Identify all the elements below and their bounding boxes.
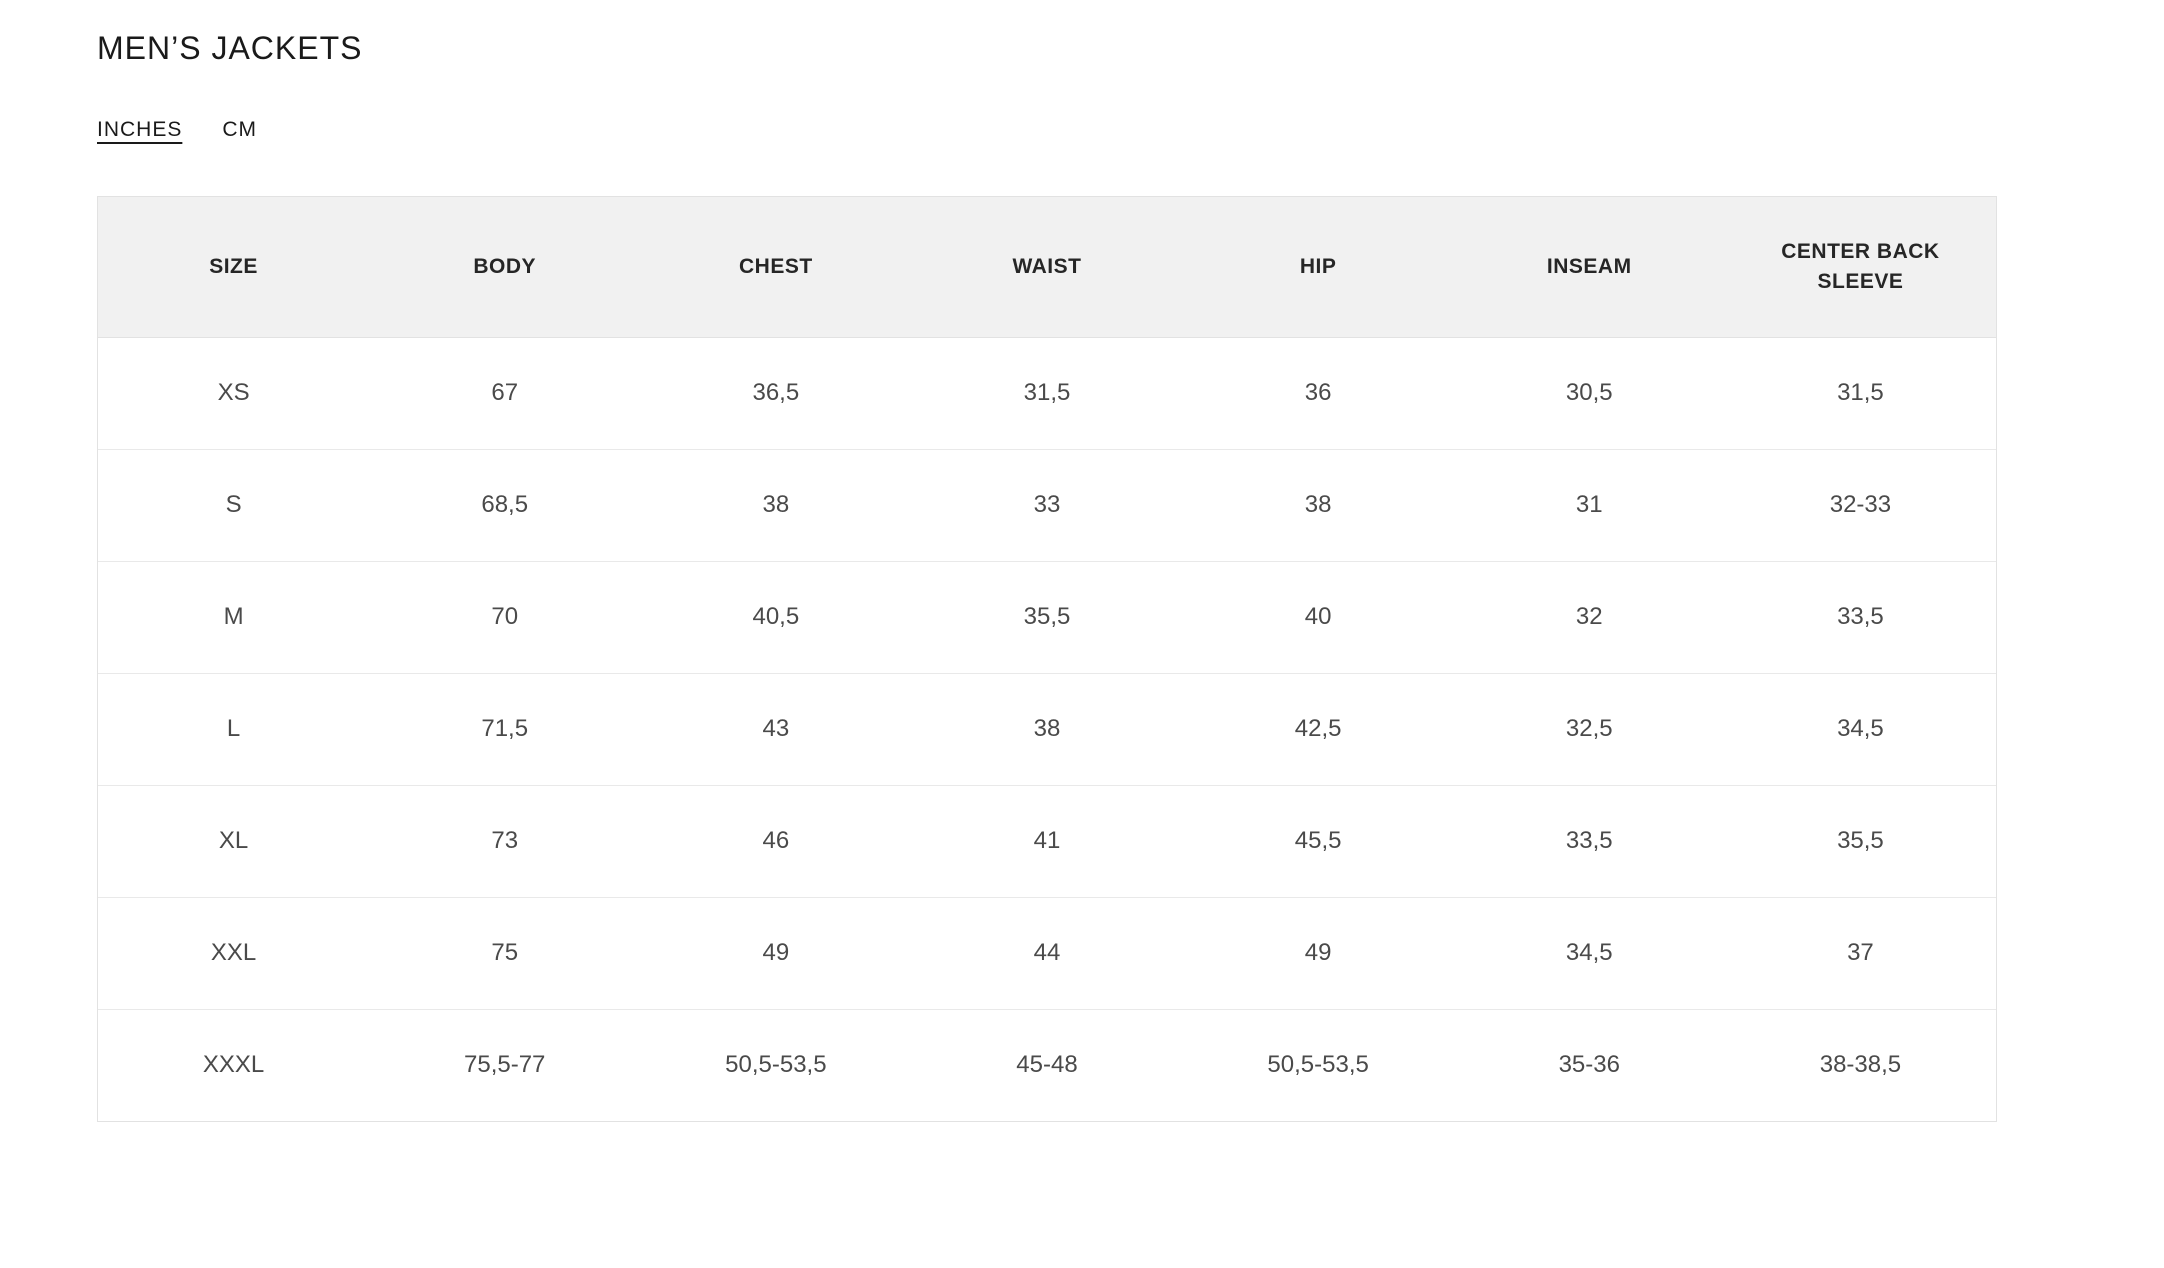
column-header-label: CENTER BACK SLEEVE (1781, 240, 1940, 293)
size-chart-header (98, 197, 1996, 337)
measurement-cell: 45,5 (1183, 785, 1454, 897)
measurement-cell: 38 (1183, 449, 1454, 561)
measurement-cell: 43 (640, 673, 911, 785)
size-label-cell: M (98, 561, 369, 673)
measurement-cell: 68,5 (369, 449, 640, 561)
measurement-cell: 40,5 (640, 561, 911, 673)
table-row-s (98, 449, 1996, 561)
size-label-cell: S (98, 449, 369, 561)
unit-option-cm[interactable]: CM (222, 118, 258, 141)
size-label-cell: XXL (98, 897, 369, 1009)
measurement-cell: 49 (640, 897, 911, 1009)
size-label-cell: XS (98, 337, 369, 449)
measurement-cell: 41 (911, 785, 1182, 897)
column-header-label: INSEAM (1546, 255, 1632, 279)
measurement-cell: 31,5 (911, 337, 1182, 449)
measurement-cell: 33 (911, 449, 1182, 561)
measurement-cell: 75,5-77 (369, 1009, 640, 1121)
column-header-label: CHEST (739, 255, 813, 279)
page-title: MEN’S JACKETS (97, 30, 363, 66)
measurement-cell: 36,5 (640, 337, 911, 449)
table-row-xxl (98, 897, 1996, 1009)
column-header-label: WAIST (1012, 255, 1082, 279)
unit-toggle (97, 118, 257, 142)
header-row (98, 197, 1996, 337)
table-row-xs (98, 337, 1996, 449)
size-chart-body (98, 337, 1996, 1121)
measurement-cell: 32,5 (1454, 673, 1725, 785)
measurement-cell: 34,5 (1454, 897, 1725, 1009)
measurement-cell: 34,5 (1725, 673, 1996, 785)
column-header-inseam (1454, 197, 1725, 337)
column-header-hip (1183, 197, 1454, 337)
measurement-cell: 40 (1183, 561, 1454, 673)
measurement-cell: 50,5-53,5 (640, 1009, 911, 1121)
measurement-cell: 37 (1725, 897, 1996, 1009)
measurement-cell: 42,5 (1183, 673, 1454, 785)
measurement-cell: 44 (911, 897, 1182, 1009)
measurement-cell: 32-33 (1725, 449, 1996, 561)
measurement-cell: 45-48 (911, 1009, 1182, 1121)
table-row-xxxl (98, 1009, 1996, 1121)
measurement-cell: 70 (369, 561, 640, 673)
measurement-cell: 31,5 (1725, 337, 1996, 449)
table-row-xl (98, 785, 1996, 897)
measurement-cell: 49 (1183, 897, 1454, 1009)
size-chart-table (98, 197, 1996, 1121)
measurement-cell: 33,5 (1454, 785, 1725, 897)
measurement-cell: 46 (640, 785, 911, 897)
size-label-cell: XL (98, 785, 369, 897)
size-chart-table-container (97, 196, 1997, 1122)
measurement-cell: 75 (369, 897, 640, 1009)
size-label-cell: L (98, 673, 369, 785)
table-row-l (98, 673, 1996, 785)
measurement-cell: 38-38,5 (1725, 1009, 1996, 1121)
size-label-cell: XXXL (98, 1009, 369, 1121)
table-row-m (98, 561, 1996, 673)
column-header-label: BODY (473, 255, 537, 279)
measurement-cell: 73 (369, 785, 640, 897)
column-header-label: HIP (1299, 255, 1337, 279)
measurement-cell: 67 (369, 337, 640, 449)
measurement-cell: 32 (1454, 561, 1725, 673)
unit-option-inches[interactable]: INCHES (97, 118, 183, 141)
measurement-cell: 38 (640, 449, 911, 561)
measurement-cell: 30,5 (1454, 337, 1725, 449)
measurement-cell: 33,5 (1725, 561, 1996, 673)
measurement-cell: 36 (1183, 337, 1454, 449)
column-header-waist (911, 197, 1182, 337)
column-header-chest (640, 197, 911, 337)
measurement-cell: 35-36 (1454, 1009, 1725, 1121)
column-header-body (369, 197, 640, 337)
measurement-cell: 38 (911, 673, 1182, 785)
column-header-size (98, 197, 369, 337)
column-header-label: SIZE (209, 255, 258, 279)
column-header-center-back-sleeve (1725, 197, 1996, 337)
measurement-cell: 50,5-53,5 (1183, 1009, 1454, 1121)
measurement-cell: 71,5 (369, 673, 640, 785)
measurement-cell: 31 (1454, 449, 1725, 561)
measurement-cell: 35,5 (911, 561, 1182, 673)
measurement-cell: 35,5 (1725, 785, 1996, 897)
